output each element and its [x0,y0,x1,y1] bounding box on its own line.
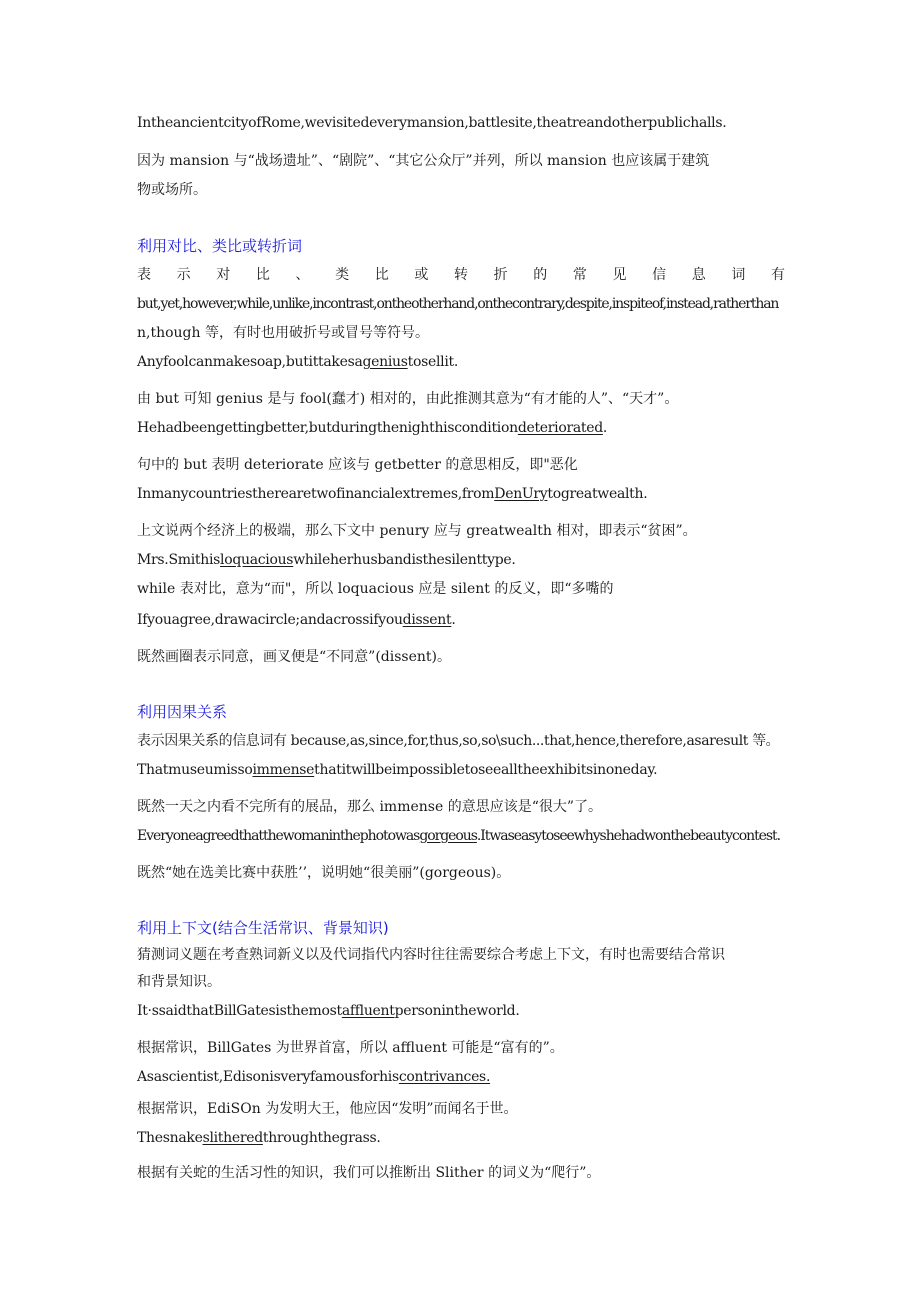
section-heading-contrast: 利用对比、类比或转折词 [137,237,303,255]
explanation-line: 既然画圈表示同意，画叉便是“不同意”(dissent)。 [137,649,451,665]
target-word: immense [252,762,315,778]
char: 见 [612,267,627,283]
explanation-line: 物或场所。 [137,182,207,198]
char: 对 [216,267,231,283]
example-sentence: Asascientist,Edisonisveryfamousforhiscontrivances. [137,1069,491,1085]
char: 词 [731,267,746,283]
example-sentence: Thesnakeslitheredthroughthegrass. [137,1130,381,1146]
explanation-line: 由 but 可知 genius 是与 fool(蠢才) 相对的，由此推测其意为“有才能的人”、“天才”。 [137,391,679,407]
char: 息 [691,267,706,283]
char: 示 [176,267,191,283]
target-word: deteriorated [517,420,603,436]
example-sentence: Thatmuseumissoimmensethatitwillbeimpossibletoseealltheexhibitsinoneday. [137,762,658,778]
signal-words-line: n,though 等，有时也用破折号或冒号等符号。 [137,325,429,341]
char: 折 [493,267,508,283]
char: 转 [454,267,468,283]
target-word: DenUry [494,486,548,502]
target-word: affluent [341,1003,395,1019]
char: 比 [255,267,270,283]
char: 比 [374,267,389,283]
target-word: slithered [202,1130,263,1146]
example-sentence: IntheancientcityofRome,wevisitedeverymansion,battlesite,theatreandotherpublichalls. [137,115,727,131]
char: 类 [335,267,350,283]
explanation-line: 和背景知识。 [137,974,221,990]
char: 有 [771,267,785,283]
example-sentence: Inmanycountriestherearetwofinancialextremes,fromDenUrytogreatwealth. [137,486,648,502]
explanation-line: 根据有关蛇的生活习性的知识，我们可以推断出 Slither 的词义为“爬行”。 [137,1165,601,1181]
target-word: loquacious [220,552,294,568]
example-sentence: Anyfoolcanmakesoap,butittakesageniustosellit. [137,354,459,370]
explanation-line: 猜测词义题在考查熟词新义以及代词指代内容时往往需要综合考虑上下文，有时也需要结合常识 [137,947,725,963]
char: 表 [137,267,151,283]
char: 或 [414,267,429,283]
explanation-line: 既然“她在选美比赛中获胜’’，说明她“很美丽”(gorgeous)。 [137,865,511,881]
signal-words-line: 表示因果关系的信息词有 because,as,since,for,thus,so,so\such...that,hence,therefore,asaresult 等。 [137,733,780,749]
char: 常 [572,267,587,283]
char: 信 [652,267,667,283]
explanation-line: 上文说两个经济上的极端，那么下文中 penury 应与 greatwealth 相对，即表示“贫困”。 [137,523,697,539]
example-sentence: Everyoneagreedthatthewomaninthephotowasgorgeous.Itwaseasytoseewhyshehadwonthebeautycontest. [137,828,781,844]
explanation-line: 根据常识，EdiSOn 为发明大王，他应因“发明”而闻名于世。 [137,1101,518,1117]
target-word: genius [362,354,408,370]
example-sentence: Ifyouagree,drawacircle;andacrossifyoudissent. [137,612,456,628]
char: 的 [533,267,548,283]
example-sentence: Hehadbeengettingbetter,butduringthenighthisconditiondeteriorated. [137,420,608,436]
explanation-line: 句中的 but 表明 deteriorate 应该与 getbetter 的意思相反，即"恶化 [137,457,578,473]
target-word: contrivances. [398,1069,491,1085]
section-heading-context: 利用上下文(结合生活常识、背景知识) [137,919,389,937]
explanation-line: 因为 mansion 与“战场遗址”、“剧院”、“其它公众厅”并列，所以 mansion 也应该属于建筑 [137,153,710,169]
spread-intro-line [137,265,785,285]
example-sentence: Mrs.Smithisloquaciouswhileherhusbandisthesilenttype. [137,552,516,568]
explanation-line: 根据常识，BillGates 为世界首富，所以 affluent 可能是“富有的”。 [137,1040,564,1056]
char: 、 [295,267,310,283]
section-heading-cause-effect: 利用因果关系 [137,703,228,721]
explanation-line: while 表对比，意为“而"，所以 loquacious 应是 silent 的反义，即“多嘴的 [137,581,614,597]
explanation-line: 既然一天之内看不完所有的展品，那么 immense 的意思应该是“很大”了。 [137,799,603,815]
target-word: dissent [402,612,452,628]
signal-words-line: but,yet,however,while,unlike,incontrast,ontheotherhand,onthecontrary,despite,inspiteof,instead,ratherthan [137,296,779,312]
example-sentence: It·ssaidthatBillGatesisthemostaffluentpersonintheworld. [137,1003,520,1019]
target-word: gorgeous [419,828,477,844]
